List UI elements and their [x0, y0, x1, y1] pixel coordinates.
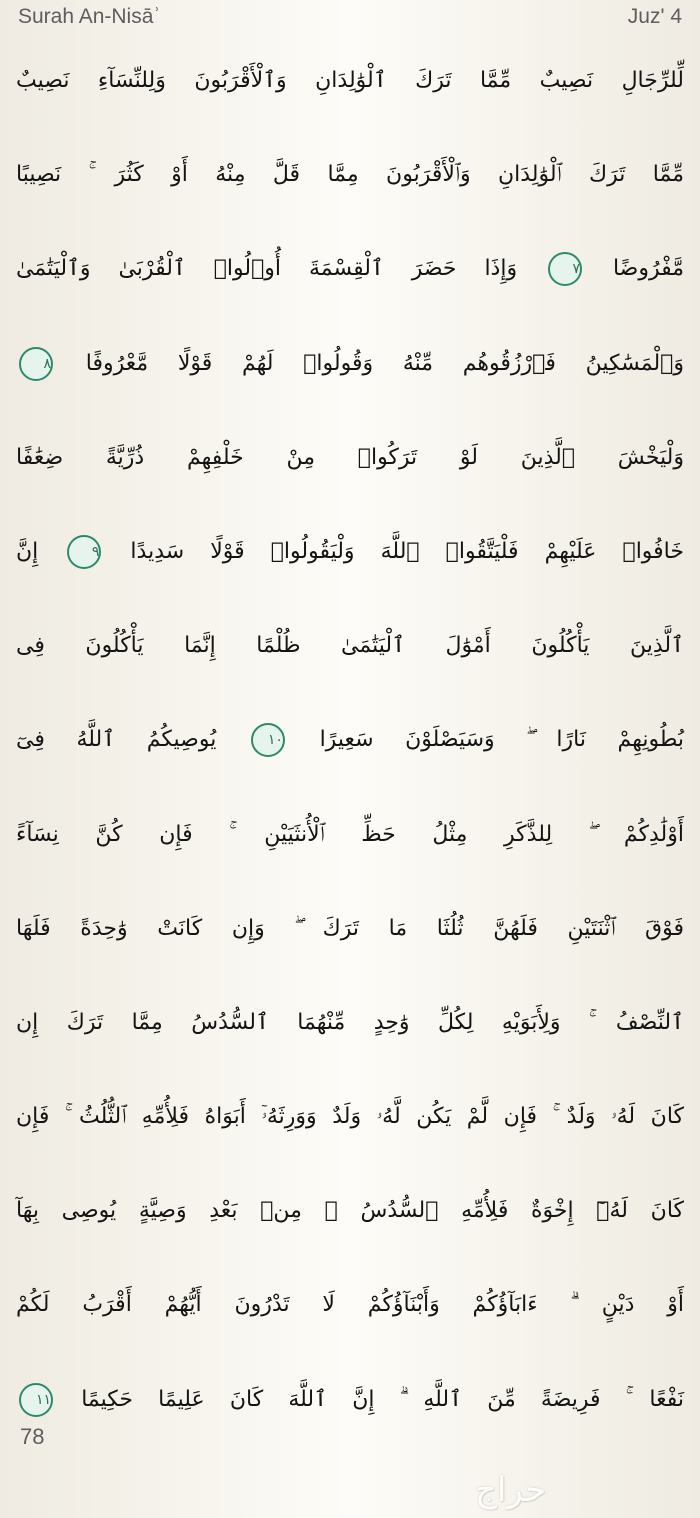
- verse-line: [16, 222, 684, 316]
- verse-text: وَلْيَخْشَ ٱلَّذِينَ لَوْ تَرَكُوا۟ مِنْ خَلْفِهِمْ ذُرِّيَّةً ضِعَٰفًا: [16, 444, 684, 470]
- verse-text: ٱلنِّصْفُ ۚ وَلِأَبَوَيْهِ لِكُلِّ وَٰحِدٍ مِّنْهُمَا ٱلسُّدُسُ مِمَّا تَرَكَ إِن: [16, 1009, 684, 1035]
- verse-text: أَوْلَٰدِكُمْ ۖ لِلذَّكَرِ مِثْلُ حَظِّ ٱلْأُنثَيَيْنِ ۚ فَإِن كُنَّ نِسَآءً: [16, 821, 684, 847]
- verse-line: [16, 788, 684, 882]
- page-number: 78: [20, 1424, 45, 1449]
- verse-text: بُطُونِهِمْ نَارًا ۖ وَسَيَصْلَوْنَ سَعِيرًا: [319, 727, 684, 753]
- page-header: [18, 0, 682, 34]
- verse-line: [16, 411, 684, 505]
- ayah-number-marker: ٧: [548, 252, 582, 286]
- verse-text: كَانَ لَهُۥ وَلَدٌ ۚ فَإِن لَّمْ يَكُن لَّهُۥ وَلَدٌ وَوَرِثَهُۥٓ أَبَوَاهُ فَلِأُمِّهِ ٱلثُّلُثُ ۚ فَإِن: [16, 1104, 684, 1130]
- verse-text: خَافُوا۟ عَلَيْهِمْ فَلْيَتَّقُوا۟ ٱللَّهَ وَلْيَقُولُوا۟ قَوْلًا سَدِيدًا: [130, 538, 684, 564]
- watermark-logo: حراج: [475, 1470, 547, 1510]
- verse-line: [16, 1258, 684, 1352]
- verse-line: [16, 882, 684, 976]
- ayah-number-marker: ١١: [19, 1383, 53, 1417]
- verse-line: [16, 976, 684, 1070]
- verse-text: فَوْقَ ٱثْنَتَيْنِ فَلَهُنَّ ثُلُثَا مَا تَرَكَ ۖ وَإِن كَانَتْ وَٰحِدَةً فَلَهَا: [16, 915, 684, 941]
- verse-line: [16, 1070, 684, 1164]
- verse-text: أَوْ دَيْنٍ ۗ ءَابَآؤُكُمْ وَأَبْنَآؤُكُمْ لَا تَدْرُونَ أَيُّهُمْ أَقْرَبُ لَكُمْ: [16, 1292, 684, 1318]
- verse-text: مَّفْرُوضًا: [612, 256, 684, 282]
- verse-text: كَانَ لَهُۥٓ إِخْوَةٌ فَلِأُمِّهِ ٱلسُّدُسُ ۚ مِنۢ بَعْدِ وَصِيَّةٍ يُوصِى بِهَآ: [16, 1198, 684, 1224]
- verse-text: إِنَّ: [16, 538, 39, 564]
- verse-text: يُوصِيكُمُ ٱللَّهُ فِىٓ: [16, 727, 217, 753]
- verse-line: [16, 1353, 684, 1447]
- ayah-number-marker: ٨: [19, 347, 53, 381]
- quran-page-text: [16, 34, 684, 1447]
- verse-text: وَٱلْمَسَٰكِينُ فَٱرْزُقُوهُم مِّنْهُ وَقُولُوا۟ لَهُمْ قَوْلًا مَّعْرُوفًا: [85, 350, 684, 376]
- verse-text: وَإِذَا حَضَرَ ٱلْقِسْمَةَ أُو۟لُوا۟ ٱلْقُرْبَىٰ وَٱلْيَتَٰمَىٰ: [16, 256, 518, 282]
- verse-text: نَفْعًا ۚ فَرِيضَةً مِّنَ ٱللَّهِ ۗ إِنَّ ٱللَّهَ كَانَ عَلِيمًا حَكِيمًا: [81, 1386, 684, 1412]
- verse-line: [16, 1164, 684, 1258]
- verse-text: مِّمَّا تَرَكَ ٱلْوَٰلِدَانِ وَٱلْأَقْرَبُونَ مِمَّا قَلَّ مِنْهُ أَوْ كَثُرَ ۚ نَصِيبًا: [16, 162, 684, 188]
- ayah-number-marker: ١٠: [251, 723, 285, 757]
- ayah-number-marker: ٩: [67, 535, 101, 569]
- verse-line: [16, 599, 684, 693]
- verse-line: [16, 34, 684, 128]
- verse-line: [16, 693, 684, 787]
- surah-name: Surah An-Nisāʾ: [18, 5, 161, 28]
- verse-text: لِّلرِّجَالِ نَصِيبٌ مِّمَّا تَرَكَ ٱلْوَٰلِدَانِ وَٱلْأَقْرَبُونَ وَلِلنِّسَآءِ نَصِيبٌ: [16, 68, 684, 93]
- verse-line: [16, 505, 684, 599]
- verse-text: ٱلَّذِينَ يَأْكُلُونَ أَمْوَٰلَ ٱلْيَتَٰمَىٰ ظُلْمًا إِنَّمَا يَأْكُلُونَ فِى: [16, 633, 684, 659]
- verse-line: [16, 128, 684, 222]
- verse-line: [16, 317, 684, 411]
- juz-label: Juz' 4: [627, 5, 682, 28]
